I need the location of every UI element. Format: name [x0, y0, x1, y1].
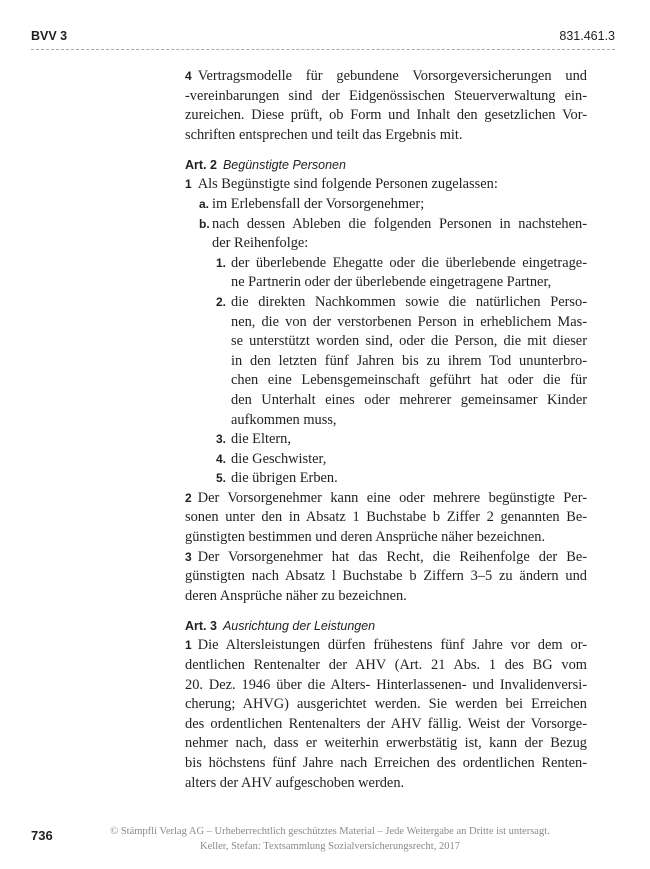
- list-item-a: [185, 195, 587, 215]
- art3-paragraph-1: [185, 636, 587, 793]
- paragraph-number: 3: [185, 549, 192, 564]
- article-heading: [185, 155, 587, 175]
- text-line: 20. Dez. 1946 über die Alters- Hinterlassenen- und Invalidenversi-: [185, 676, 587, 693]
- text-line: in den letzten fünf Jahren bis zu ihrem Tod ununterbro-: [231, 352, 587, 369]
- text-line: alters der AHV aufgeschoben werden.: [185, 774, 405, 791]
- sub-item-3: [185, 430, 587, 450]
- sub-item-2: [185, 293, 587, 430]
- article-number: Art. 2: [185, 158, 217, 173]
- list-label: 5.: [216, 471, 227, 486]
- running-header-right: 831.461.3: [559, 29, 615, 43]
- text-line: günstigten nach Absatz l Buchstabe b Ziffern 3–5 zu ändern und: [185, 568, 587, 585]
- text-line: deren Ansprüche näher zu bezeichnen.: [185, 587, 407, 604]
- copyright-footer: [95, 824, 565, 854]
- sub-item-1: [185, 254, 587, 293]
- text-line: des ordentlichen Rentenalters der AHV fällig. Weist der Vorsorge-: [185, 715, 587, 732]
- text-line: die Geschwister,: [231, 450, 327, 467]
- list-label: 4.: [216, 451, 227, 466]
- text-line: im Erlebensfall der Vorsorgenehmer;: [212, 195, 425, 212]
- list-label: b.: [199, 216, 210, 231]
- text-line: die übrigen Erben.: [231, 470, 338, 487]
- text-line: nehmer nach, dass er weiterhin erwerbstätig ist, kann der Bezug: [185, 735, 587, 752]
- list-label: a.: [199, 196, 210, 211]
- paragraph-number: 4: [185, 69, 192, 83]
- page-number: 736: [31, 828, 53, 843]
- text-line: dentlichen Rentenalter der AHV (Art. 21 Abs. 1 des BG vom: [185, 657, 587, 674]
- article-title: Ausrichtung der Leistungen: [222, 619, 376, 634]
- list-item-b: [185, 215, 587, 254]
- text-line: se unterstützt worden sind, oder die Person, die mit dieser: [231, 333, 587, 350]
- text-line: die direkten Nachkommen sowie die natürlichen Perso-: [231, 293, 587, 310]
- list-label: 2.: [216, 294, 227, 309]
- paragraph-number: 1: [185, 177, 192, 192]
- article-number: Art. 3: [185, 619, 217, 634]
- art2-paragraph-3: [185, 548, 587, 607]
- text-line: den Unterhalt eines oder mehrerer gemeinsamer Kinder: [231, 391, 587, 408]
- paragraph-4: [185, 67, 587, 145]
- sub-item-5: [185, 469, 587, 489]
- sub-item-4: [185, 450, 587, 470]
- text-line: Der Vorsorgenehmer hat das Recht, die Reihenfolge der Be-: [197, 548, 587, 565]
- paragraph-number: 2: [185, 490, 192, 505]
- text-line: der Reihenfolge:: [212, 235, 309, 252]
- text-line: nach dessen Ableben die folgenden Personen in nachstehen-: [212, 215, 587, 232]
- text-line: bis höchstens fünf Jahre nach Erreichen des ordentlichen Renten-: [185, 755, 587, 771]
- running-header-left: BVV 3: [31, 29, 68, 43]
- text-line: günstigten bestimmen und deren Ansprüche näher bezeichnen.: [185, 529, 546, 546]
- list-label: 3.: [216, 432, 227, 447]
- text-line: cherung; AHVG) ausgerichtet werden. Sie werden bei Erreichen: [185, 696, 587, 713]
- text-line: aufkommen muss,: [231, 411, 337, 428]
- text-line: Als Begünstigte sind folgende Personen zugelassen:: [197, 176, 498, 193]
- text-line: schriften entsprechen und teilt das Ergebnis mit.: [185, 126, 463, 143]
- text-line: Der Vorsorgenehmer kann eine oder mehrere begünstigte Per-: [197, 489, 587, 506]
- citation-line: Keller, Stefan: Textsammlung Sozialversicherungsrecht, 2017: [200, 841, 460, 852]
- text-line: zureichen. Diese prüft, ob Form und Inhalt den gesetzlichen Vor-: [185, 107, 587, 124]
- list-label: 1.: [216, 255, 227, 270]
- copyright-line: © Stämpfli Verlag AG – Urheberrechtlich geschütztes Material – Jede Weitergabe an Dritte ist untersagt.: [110, 826, 550, 837]
- page-body: [185, 67, 587, 793]
- art2-paragraph-1: [185, 175, 587, 489]
- header-divider: [31, 49, 615, 50]
- text-line: nen, die von der verstorbenen Person in erheblichem Mas-: [231, 313, 587, 330]
- article-heading: [185, 616, 587, 636]
- article-title: Begünstigte Personen: [222, 158, 346, 173]
- paragraph-number: 1: [185, 638, 192, 653]
- text-line: Vertragsmodelle für gebundene Vorsorgeversicherungen und: [197, 68, 587, 84]
- art2-paragraph-2: [185, 489, 587, 548]
- text-line: sonen unter den in Absatz 1 Buchstabe b Ziffer 2 genannten Be-: [185, 509, 587, 526]
- text-line: Die Altersleistungen dürfen frühestens fünf Jahre vor dem or-: [197, 637, 587, 654]
- text-line: chen eine Lebensgemeinschaft geführt hat oder die für: [231, 372, 587, 389]
- text-line: die Eltern,: [231, 431, 291, 448]
- text-line: ne Partnerin oder der überlebende eingetragene Partner,: [231, 274, 552, 291]
- text-line: -vereinbarungen sind der Eidgenössischen Steuerverwaltung ein-: [185, 87, 587, 104]
- text-line: der überlebende Ehegatte oder die überlebende eingetrage-: [231, 254, 587, 271]
